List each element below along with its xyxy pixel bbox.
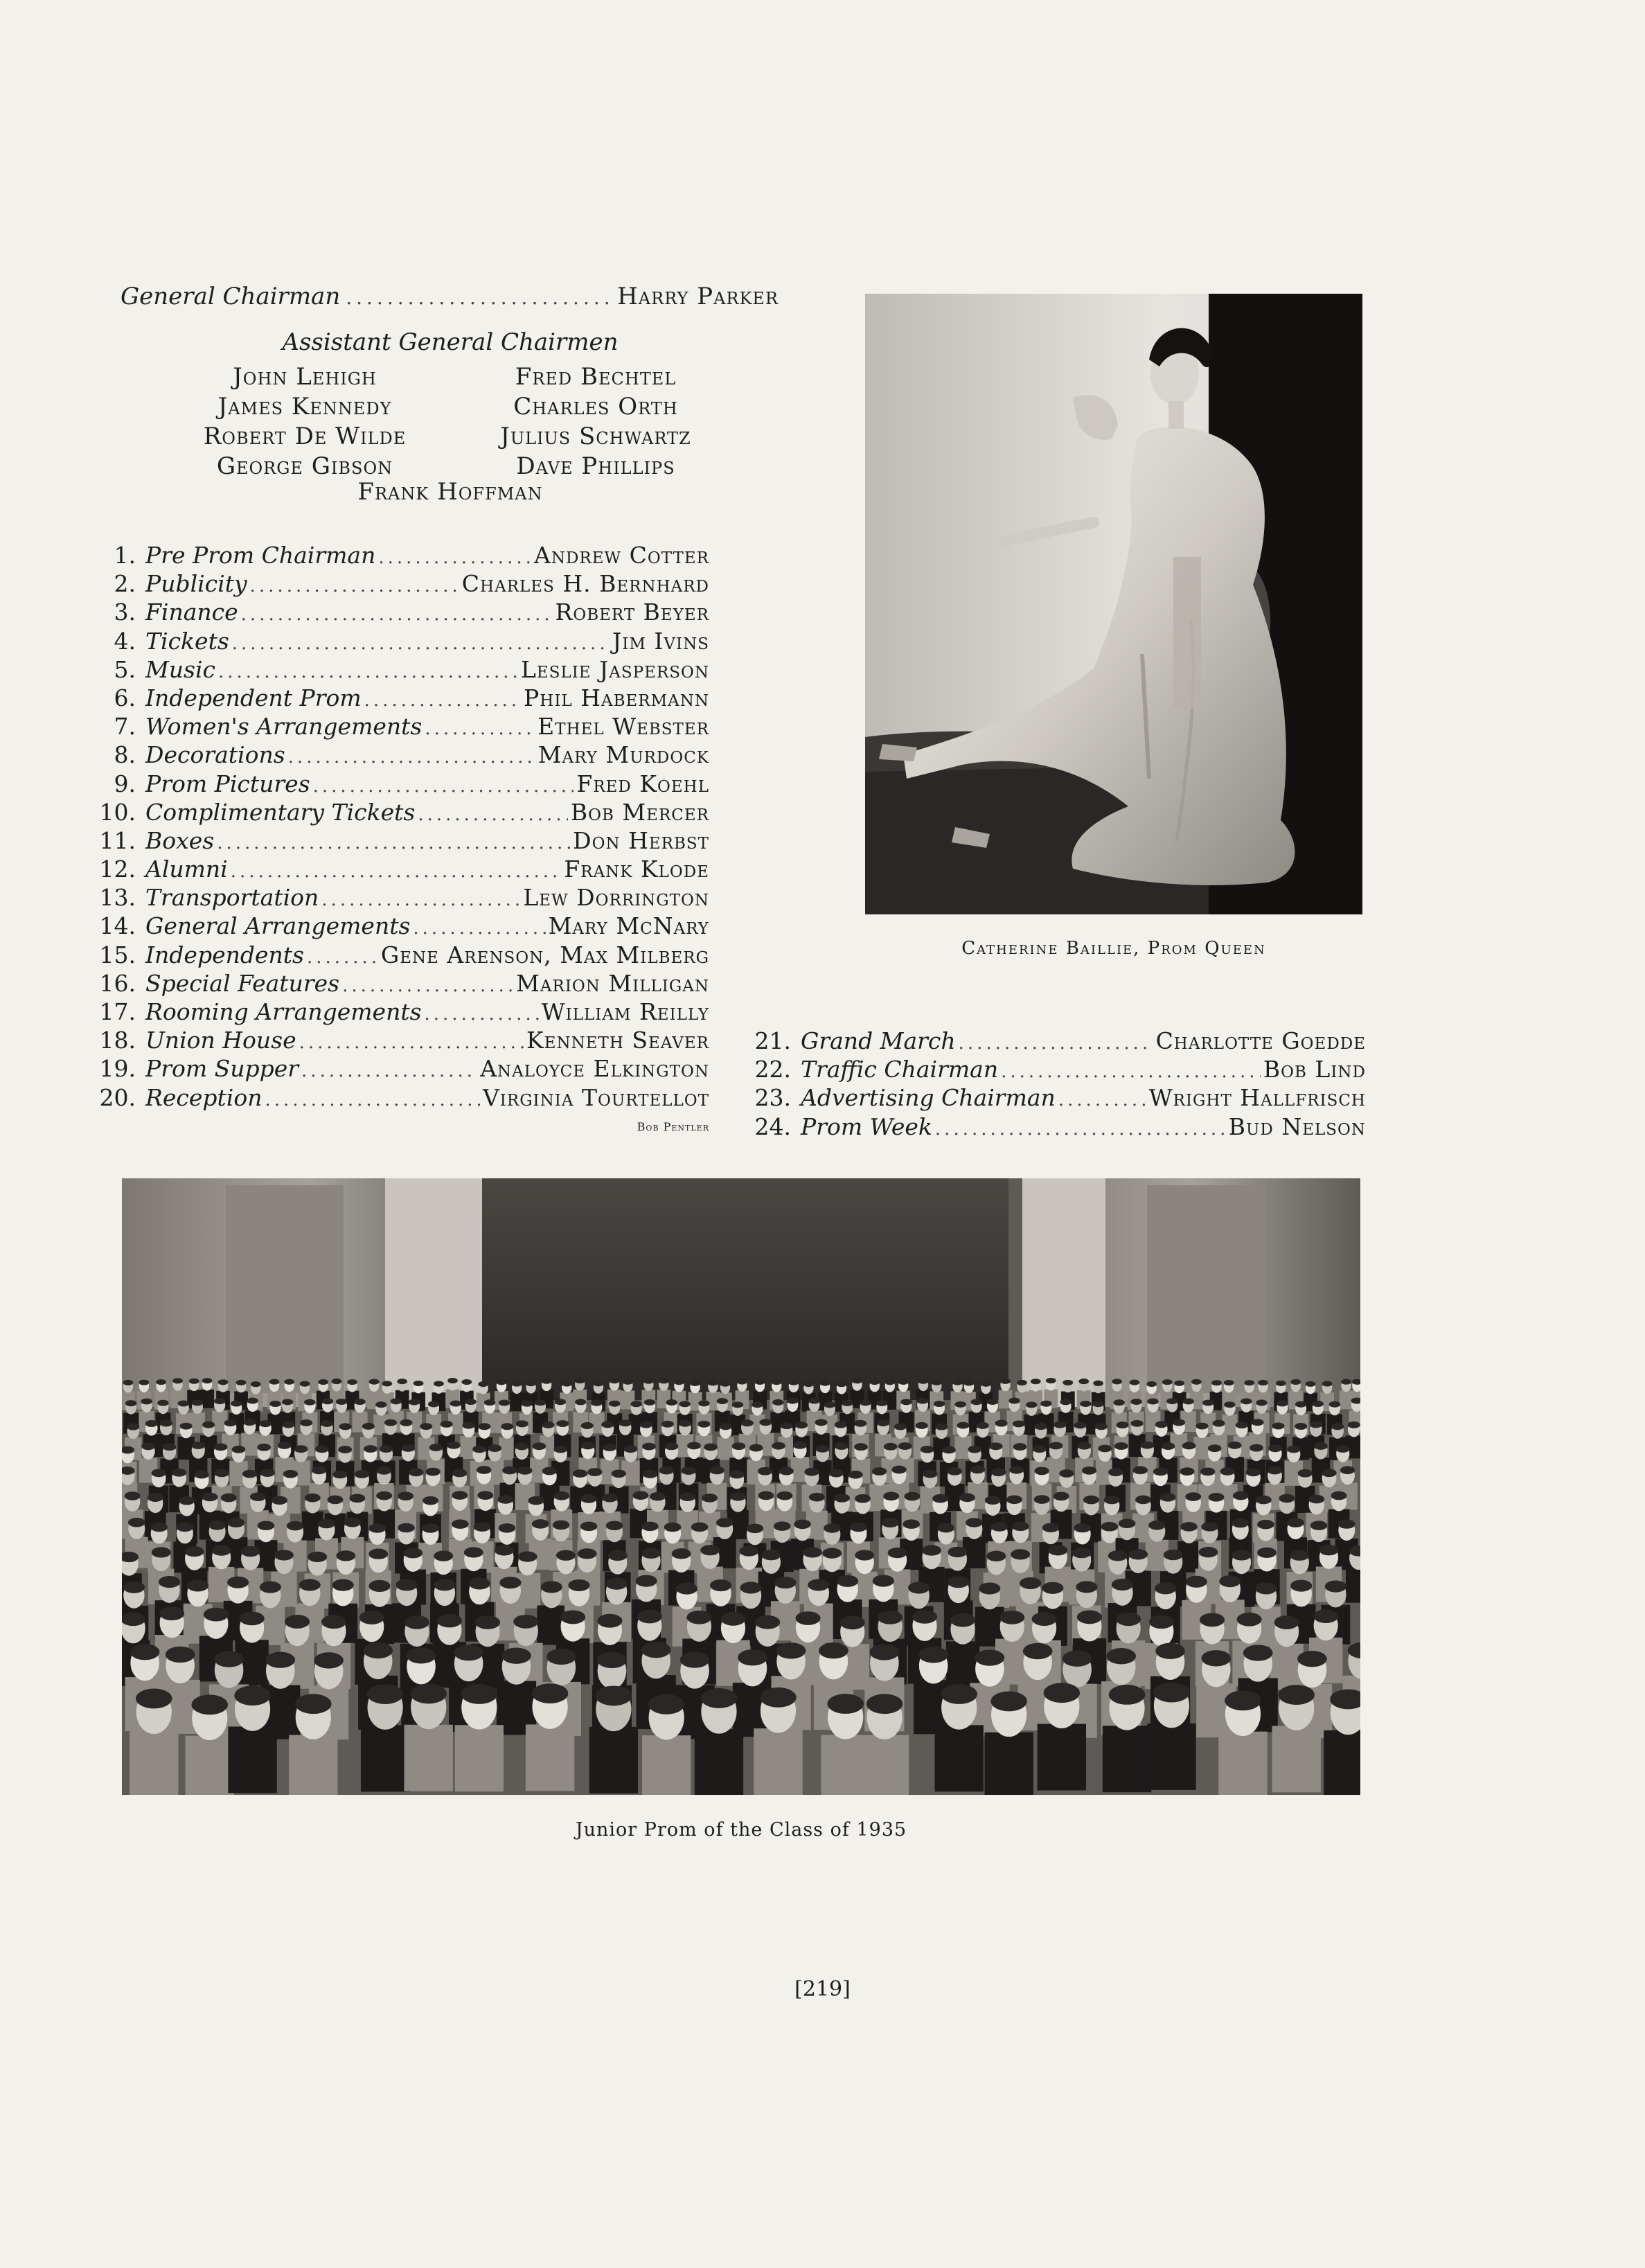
- committee-row: [86, 713, 709, 741]
- committee-row: [86, 799, 709, 827]
- committee-list-right: [741, 1027, 1366, 1142]
- reception-extra-name: Bob Pentler: [637, 1120, 709, 1133]
- dot-leader: [301, 1061, 477, 1081]
- committee-number: 7.: [114, 713, 136, 741]
- assistant-name: Robert De Wilde: [203, 423, 407, 450]
- dot-leader: [364, 690, 521, 711]
- committee-row: [86, 1084, 709, 1113]
- junior-prom-caption: Junior Prom of the Class of 1935: [575, 1819, 907, 1841]
- committee-member: Analoyce Elkington: [480, 1055, 709, 1083]
- general-chairman-name: Harry Parker: [617, 283, 779, 310]
- committee-row: [741, 1113, 1366, 1142]
- committee-member: Charlotte Goedde: [1155, 1027, 1366, 1054]
- committee-number: 4.: [114, 627, 136, 655]
- dot-leader: [299, 1032, 524, 1053]
- committee-role: Prom Supper: [145, 1055, 299, 1083]
- committee-role: Prom Pictures: [145, 770, 310, 797]
- dot-leader: [342, 975, 513, 996]
- dot-leader: [232, 633, 610, 654]
- committee-role: Traffic Chairman: [801, 1056, 999, 1083]
- prom-queen-photo: [865, 294, 1362, 914]
- committee-row: [741, 1084, 1366, 1113]
- committee-number: 12.: [99, 856, 136, 883]
- dot-leader: [1058, 1090, 1146, 1110]
- committee-member: Ethel Webster: [537, 713, 709, 741]
- committee-member: Phil Habermann: [524, 684, 709, 711]
- committee-row: [86, 599, 709, 627]
- committee-member: Mary Murdock: [537, 741, 709, 769]
- dot-leader: [313, 776, 574, 797]
- general-chairman-label: General Chairman: [121, 283, 341, 310]
- committee-member: Robert Beyer: [555, 599, 709, 626]
- committee-role: Grand March: [801, 1027, 956, 1054]
- dot-leader: [218, 662, 518, 682]
- committee-number: 24.: [754, 1113, 791, 1140]
- committee-row: [741, 1027, 1366, 1056]
- committee-member: Lew Dorrington: [523, 884, 709, 912]
- committee-number: 18.: [99, 1027, 136, 1054]
- committee-role: Music: [145, 655, 216, 683]
- committee-member: Fred Koehl: [576, 770, 709, 797]
- committee-row: [86, 912, 709, 941]
- committee-member: Andrew Cotter: [534, 542, 709, 569]
- committee-number: 9.: [114, 770, 136, 797]
- committee-role: Transportation: [145, 884, 319, 912]
- prom-queen-caption: Catherine Baillie, Prom Queen: [961, 938, 1266, 959]
- committee-row: [86, 770, 709, 799]
- committee-number: 8.: [114, 741, 136, 769]
- committee-member: Virginia Tourtellot: [482, 1083, 709, 1111]
- committee-member: Wright Hallfrisch: [1148, 1084, 1366, 1112]
- assistant-name: George Gibson: [216, 452, 393, 480]
- committee-row: [86, 827, 709, 856]
- committee-number: 5.: [114, 655, 136, 683]
- committee-row: [86, 941, 709, 970]
- committee-member: Gene Arenson, Max Milberg: [380, 941, 709, 968]
- dot-leader: [265, 1090, 480, 1110]
- dot-leader: [425, 1004, 539, 1025]
- committee-member: Bob Mercer: [570, 798, 709, 826]
- committee-role: Rooming Arrangements: [145, 998, 422, 1025]
- assistant-chairmen-grid: [159, 363, 741, 481]
- dot-leader: [425, 718, 535, 739]
- committee-number: 1.: [114, 542, 136, 569]
- dot-leader: [250, 576, 459, 596]
- committee-number: 6.: [114, 684, 136, 711]
- committee-row: [86, 998, 709, 1027]
- dot-leader: [1001, 1061, 1261, 1082]
- committee-role: Prom Week: [801, 1113, 932, 1140]
- committee-row: [86, 570, 709, 599]
- committee-number: 21.: [754, 1027, 791, 1054]
- committee-member: William Reilly: [541, 998, 709, 1025]
- assistant-name: James Kennedy: [217, 393, 392, 420]
- committee-row: [86, 856, 709, 884]
- committee-role: Publicity: [145, 570, 247, 598]
- dot-leader: [217, 833, 570, 853]
- committee-row: [86, 684, 709, 713]
- assistant-name: Charles Orth: [513, 393, 678, 420]
- committee-list-left: [86, 542, 709, 1113]
- general-chairman-row: [121, 283, 779, 319]
- committee-role: Finance: [145, 599, 238, 626]
- committee-member: Jim Ivins: [612, 627, 709, 655]
- committee-member: Kenneth Seaver: [526, 1027, 709, 1054]
- committee-number: 13.: [99, 884, 136, 912]
- dot-leader: [935, 1119, 1226, 1140]
- committee-row: [86, 656, 709, 684]
- committee-role: Decorations: [145, 741, 285, 769]
- committee-role: Union House: [145, 1027, 296, 1054]
- dot-leader: [307, 947, 378, 968]
- assistant-name-last: Frank Hoffman: [357, 478, 543, 506]
- dot-leader: [321, 889, 520, 910]
- dot-leader: [959, 1033, 1153, 1054]
- committee-role: Advertising Chairman: [801, 1084, 1056, 1112]
- dot-leader: [288, 747, 535, 768]
- committee-row: [86, 1055, 709, 1083]
- committee-role: Special Features: [145, 969, 340, 997]
- dot-leader: [378, 547, 531, 568]
- committee-row: [86, 741, 709, 770]
- committee-row: [86, 628, 709, 656]
- committee-role: Reception: [145, 1083, 263, 1111]
- committee-number: 23.: [754, 1084, 791, 1112]
- committee-row: [86, 1027, 709, 1055]
- assistant-name: John Lehigh: [233, 363, 377, 391]
- committee-number: 19.: [99, 1055, 136, 1083]
- committee-member: Charles H. Bernhard: [461, 570, 709, 598]
- committee-role: Pre Prom Chairman: [145, 542, 376, 569]
- assistant-name: Julius Schwartz: [500, 423, 691, 450]
- committee-number: 3.: [114, 599, 136, 626]
- committee-member: Don Herbst: [573, 826, 709, 854]
- dot-leader: [231, 861, 562, 882]
- assistant-name: Dave Phillips: [516, 452, 675, 480]
- committee-number: 22.: [754, 1056, 791, 1083]
- committee-number: 11.: [99, 826, 136, 854]
- committee-number: 2.: [114, 570, 136, 598]
- committee-role: Boxes: [145, 826, 215, 854]
- committee-role: Tickets: [145, 627, 229, 655]
- dot-leader: [241, 604, 553, 625]
- assistant-name: Fred Bechtel: [515, 363, 677, 391]
- committee-number: 17.: [99, 998, 136, 1025]
- committee-role: Independent Prom: [145, 684, 362, 711]
- dot-leader: [346, 286, 612, 309]
- committee-number: 10.: [99, 798, 136, 826]
- committee-role: Alumni: [145, 856, 228, 883]
- committee-number: 14.: [99, 912, 136, 940]
- committee-number: 16.: [99, 969, 136, 997]
- committee-member: Mary McNary: [548, 912, 709, 940]
- committee-role: Independents: [145, 941, 304, 968]
- committee-member: Marion Milligan: [516, 969, 709, 997]
- committee-row: [86, 884, 709, 912]
- committee-role: Women's Arrangements: [145, 713, 423, 741]
- junior-prom-crowd-photo: [122, 1178, 1360, 1795]
- committee-row: [86, 542, 709, 570]
- committee-member: Bob Lind: [1263, 1056, 1366, 1083]
- committee-member: Frank Klode: [564, 856, 709, 883]
- committee-member: Bud Nelson: [1228, 1113, 1366, 1140]
- assistant-chairmen-title: Assistant General Chairmen: [282, 328, 619, 356]
- committee-row: [86, 970, 709, 998]
- committee-role: Complimentary Tickets: [145, 798, 416, 826]
- committee-number: 20.: [99, 1083, 136, 1111]
- committee-member: Leslie Jasperson: [520, 655, 709, 683]
- committee-number: 15.: [99, 941, 136, 968]
- dot-leader: [413, 918, 545, 939]
- page-number: [219]: [794, 1977, 851, 2001]
- dot-leader: [418, 804, 568, 825]
- committee-role: General Arrangements: [145, 912, 411, 940]
- committee-row: [741, 1056, 1366, 1084]
